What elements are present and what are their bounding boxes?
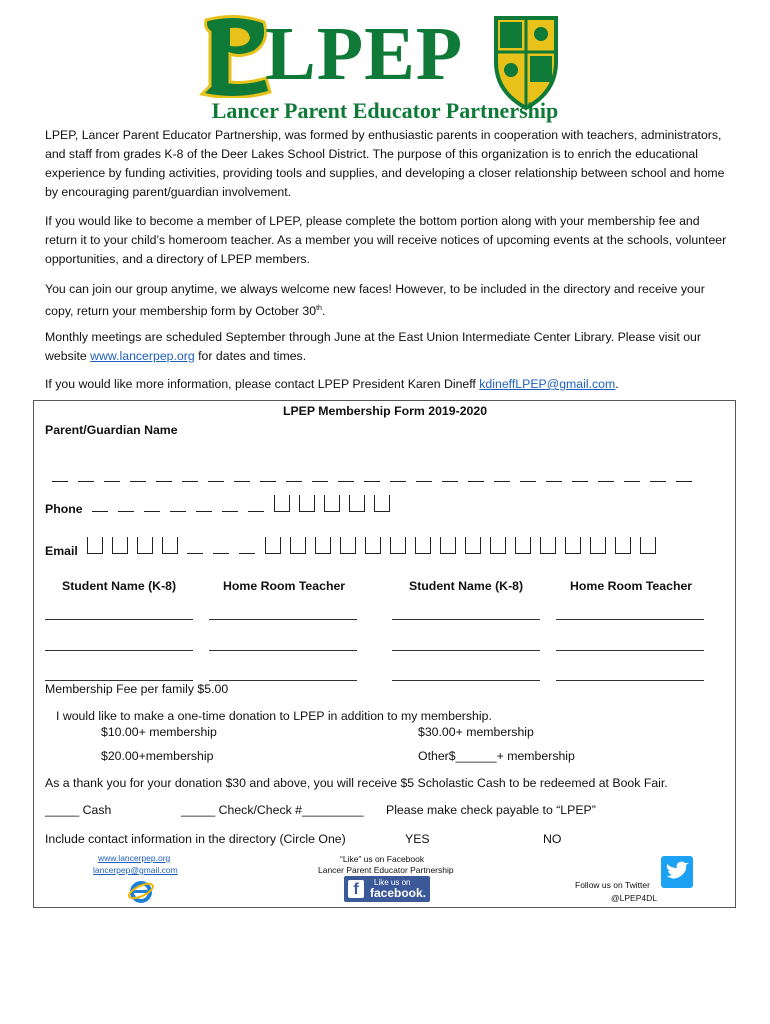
footer-email-link[interactable]: lancerpep@gmail.com [93,865,178,875]
donation-intro: I would like to make a one-time donation to LPEP in addition to my membership. [56,709,492,723]
intro-paragraph-contact: If you would like more information, please contact LPEP President Karen Dineff kdineffLPEP@gmail.com. [45,377,619,391]
student-line[interactable] [392,680,540,681]
logo-wordmark: LPEP [265,12,464,96]
student-line[interactable] [45,650,193,651]
parent-name-label: Parent/Guardian Name [45,423,178,437]
intro-paragraph-meetings: Monthly meetings are scheduled September through June at the East Union Intermediate Center Library. Please visit our website www.lancerpep.org for dates and times. [45,330,701,363]
teacher-line[interactable] [556,680,704,681]
facebook-like-badge[interactable]: f Like us on facebook. [344,876,430,902]
email-field[interactable] [87,536,665,554]
facebook-page-name: Lancer Parent Educator Partnership [318,865,454,875]
twitter-follow-text: Follow us on Twitter [575,880,650,890]
student-line[interactable] [392,650,540,651]
col-teacher-1: Home Room Teacher [223,579,346,593]
twitter-bird-icon[interactable] [661,856,693,888]
teacher-line[interactable] [556,650,704,651]
president-email-link[interactable]: kdineffLPEP@gmail.com [479,377,616,391]
col-student-name-1: Student Name (K-8) [62,579,177,593]
phone-field[interactable] [92,494,399,512]
website-link[interactable]: www.lancerpep.org [90,349,195,363]
teacher-line[interactable] [209,619,357,620]
footer-website-link[interactable]: www.lancerpep.org [98,853,171,863]
payment-check[interactable]: _____ Check/Check #_________ [181,803,364,817]
phone-label: Phone [45,502,83,516]
logo-l-mark [196,12,276,98]
form-title: LPEP Membership Form 2019-2020 [282,404,488,418]
intro-paragraph-purpose: LPEP, Lancer Parent Educator Partnership, was formed by enthusiastic parents in cooperation with teachers, administrators, and staff from grades K-8 of the Deer Lakes School District. The purpose of this organization is to enrich the educational experience by funding activities, providing tools and supplies, and developing a closer relationship between school and home by encouraging parent/guardian involvement. [45,128,725,199]
intro-paragraph-deadline: You can join our group anytime, we always welcome new faces! However, to be included in the directory and receive your copy, return your membership form by October 30th. [45,282,705,319]
thank-you-note: As a thank you for your donation $30 and above, you will receive $5 Scholastic Cash to be redeemed at Book Fair. [45,776,668,790]
student-line[interactable] [45,619,193,620]
payment-cash[interactable]: _____ Cash [45,803,112,817]
donation-option-20[interactable]: $20.00+membership [101,749,214,763]
intro-paragraph-membership: If you would like to become a member of LPEP, please complete the bottom portion along with your membership fee and return it to your child’s homeroom teacher. As a member you will receive notices of upcoming events at the schools, volunteer opportunities, and a directory of LPEP members. [45,214,727,266]
donation-option-10[interactable]: $10.00+ membership [101,725,217,739]
donation-option-other[interactable]: Other$______+ membership [418,749,575,763]
directory-question: Include contact information in the directory (Circle One) [45,832,346,846]
teacher-line[interactable] [556,619,704,620]
check-payable-note: Please make check payable to “LPEP” [386,803,596,817]
col-teacher-2: Home Room Teacher [570,579,693,593]
parent-name-field[interactable] [52,469,702,487]
col-student-name-2: Student Name (K-8) [409,579,524,593]
membership-fee: Membership Fee per family $5.00 [45,682,229,696]
directory-no[interactable]: NO [543,832,562,846]
twitter-handle: @LPEP4DL [611,893,657,903]
facebook-icon: f [348,880,364,898]
donation-option-30[interactable]: $30.00+ membership [418,725,534,739]
shield-crest-icon [488,12,564,112]
student-line[interactable] [45,680,193,681]
directory-yes[interactable]: YES [405,832,430,846]
email-label: Email [45,544,78,558]
student-line[interactable] [392,619,540,620]
facebook-like-text: “Like” us on Facebook [340,854,425,864]
teacher-line[interactable] [209,680,357,681]
org-subtitle: Lancer Parent Educator Partnership [211,98,559,123]
internet-explorer-icon [128,878,154,904]
teacher-line[interactable] [209,650,357,651]
